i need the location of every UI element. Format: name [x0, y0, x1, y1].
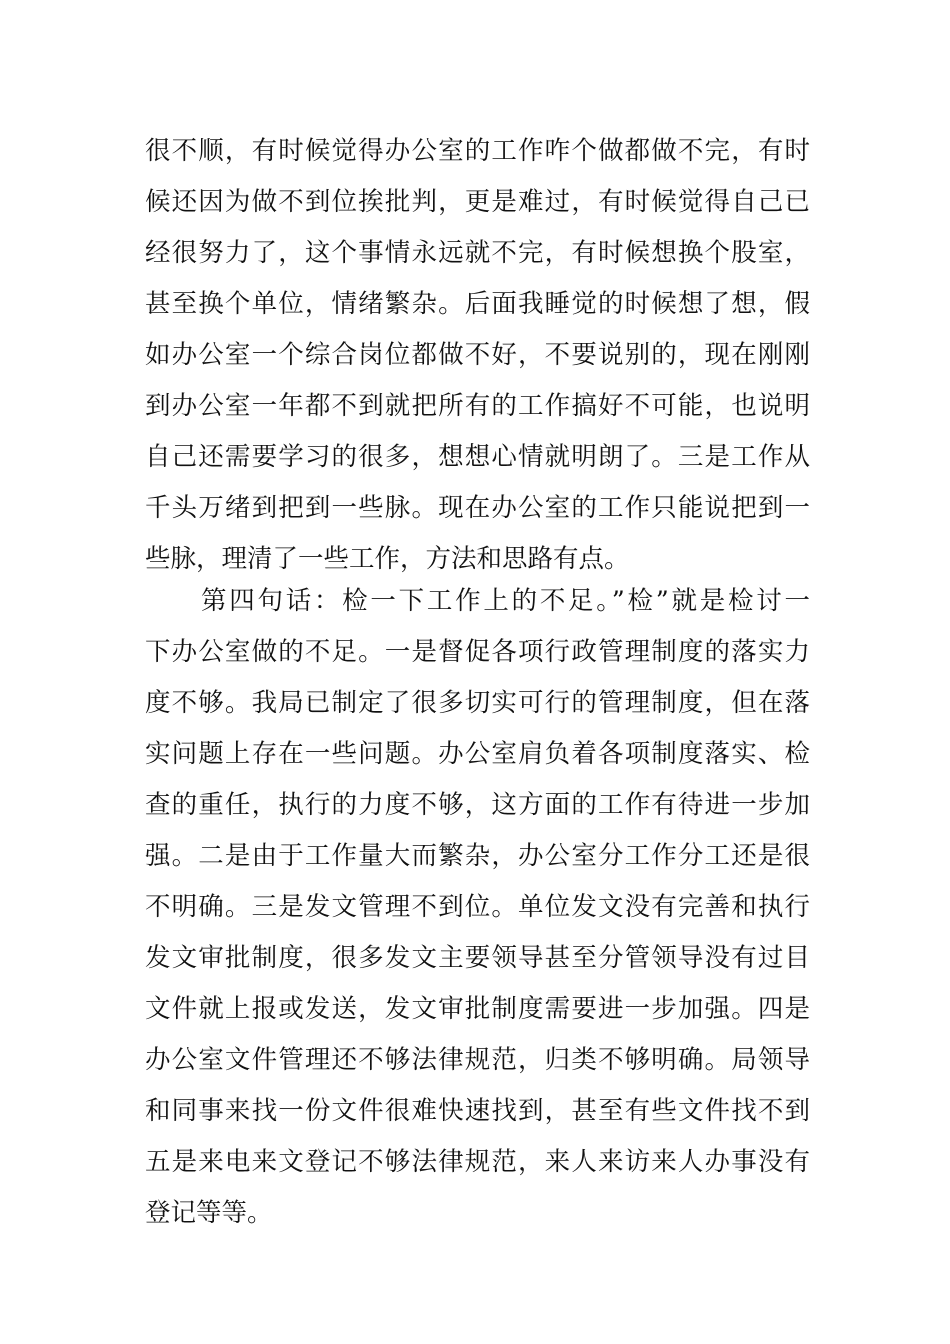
text-line: 甚至换个单位，情绪繁杂。后面我睡觉的时候想了想，假 [145, 289, 810, 319]
text-line: 文件就上报或发送，发文审批制度需要进一步加强。四是 [145, 994, 810, 1024]
text-line: 到办公室一年都不到就把所有的工作搞好不可能，也说明 [145, 391, 810, 421]
text-line: 查的重任，执行的力度不够，这方面的工作有待进一步加 [145, 790, 810, 820]
text-line: 办公室文件管理还不够法律规范，归类不够明确。局领导 [145, 1045, 810, 1075]
text-line: 自己还需要学习的很多，想想心情就明朗了。三是工作从 [145, 442, 810, 472]
text-line: 经很努力了，这个事情永远就不完，有时候想换个股室， [145, 238, 810, 268]
paragraph-section-four [145, 576, 810, 1239]
text-line: 些脉，理清了一些工作，方法和思路有点。 [145, 544, 630, 574]
text-line: 千头万绪到把到一些脉。现在办公室的工作只能说把到一 [145, 493, 810, 523]
text-line: 如办公室一个综合岗位都做不好，不要说别的，现在刚刚 [145, 340, 810, 370]
text-line: 下办公室做的不足。一是督促各项行政管理制度的落实力 [145, 637, 810, 667]
text-line: 五是来电来文登记不够法律规范，来人来访来人办事没有 [145, 1147, 810, 1177]
text-line: 度不够。我局已制定了很多切实可行的管理制度，但在落 [145, 688, 810, 718]
text-line: 实问题上存在一些问题。办公室肩负着各项制度落实、检 [145, 739, 810, 769]
text-line: 发文审批制度，很多发文主要领导甚至分管领导没有过目 [145, 943, 810, 973]
text-line: 和同事来找一份文件很难快速找到，甚至有些文件找不到 [145, 1096, 810, 1126]
text-line: 登记等等。 [145, 1198, 273, 1228]
text-line: 第四句话：检一下工作上的不足。”检”就是检讨一 [201, 586, 810, 616]
paragraph-continuation [145, 126, 810, 585]
text-line: 强。二是由于工作量大而繁杂，办公室分工作分工还是很 [145, 841, 810, 871]
text-line: 很不顺，有时候觉得办公室的工作咋个做都做不完，有时 [145, 136, 810, 166]
text-line: 候还因为做不到位挨批判，更是难过，有时候觉得自己已 [145, 187, 810, 217]
text-line: 不明确。三是发文管理不到位。单位发文没有完善和执行 [145, 892, 810, 922]
